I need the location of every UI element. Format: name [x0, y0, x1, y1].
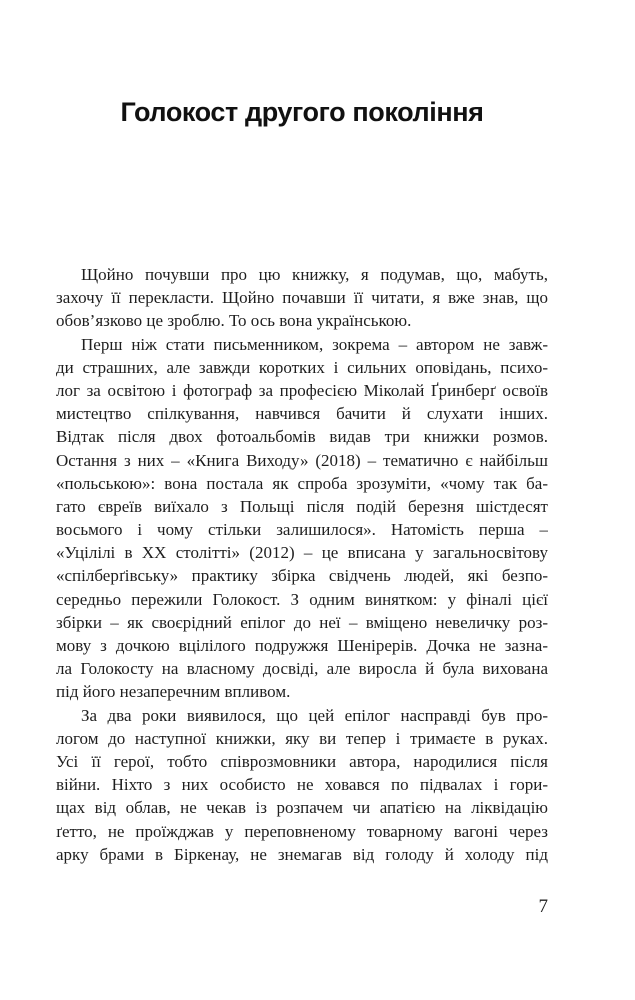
text-line: ла Голокосту на власному досвіді, але виросла й була вихована	[56, 659, 548, 679]
text-line: ґетто, не проїжджав у переповненому товарному вагоні через	[56, 821, 548, 841]
paragraph	[56, 333, 548, 704]
text-line: мову з дочкою вцілілого подружжя Шенірерів. Дочка не зазна-	[56, 636, 548, 655]
text-line: восьмого і чому стільки залишилося». Натомість перша –	[56, 520, 548, 540]
text-line: Остання з них – «Книга Виходу» (2018) – тематично є найбільш	[56, 450, 548, 470]
text-line: війни. Ніхто з них особисто не ховався по підвалах і гори-	[56, 775, 548, 795]
text-line: Усі її герої, тобто співрозмовники автора, народилися після	[56, 751, 548, 771]
text-line: щах від облав, не чекав із розпачем чи апатією на ліквідацію	[56, 798, 548, 818]
paragraph	[56, 263, 548, 333]
text-line: обов’язково це зроблю. То ось вона українською.	[56, 311, 412, 331]
text-line: арку брами в Біркенау, не знемагав від голоду й холоду під	[56, 844, 548, 864]
text-line: ди страшних, але завжди коротких і сильних оповідань, психо-	[56, 357, 548, 377]
text-line: «польською»: вона постала як спроба зрозуміти, «чому так ба-	[56, 473, 548, 493]
chapter-title: Голокост другого покоління	[120, 97, 484, 127]
text-line: Перш ніж стати письменником, зокрема – автором не завж-	[81, 334, 548, 354]
text-line: «спілберґівську» практику збірка свідчень людей, які безпо-	[56, 566, 548, 586]
paragraph	[56, 704, 548, 866]
text-line: Щойно почувши про цю книжку, я подумав, що, мабуть,	[81, 265, 548, 284]
text-line: лог за освітою і фотограф за професією Міколай Ґринберґ освоїв	[56, 380, 548, 400]
text-line: Відтак після двох фотоальбомів видав три книжки розмов.	[56, 427, 548, 447]
text-line: під його незаперечним впливом.	[56, 682, 291, 702]
text-line: захочу її перекласти. Щойно почавши її читати, я вже знав, що	[56, 288, 548, 308]
text-line: середньо пережили Голокост. З одним винятком: у фіналі цієї	[56, 589, 548, 609]
text-line: мистецтво спілкування, навчився бачити й слухати інших.	[56, 404, 548, 424]
text-block	[56, 263, 548, 866]
text-line: гато євреїв виїхало з Польщі після подій березня шістдесят	[56, 496, 548, 516]
text-line: «Уцілілі в XX столітті» (2012) – це вписана у загальносвітову	[56, 543, 548, 563]
text-line: За два роки виявилося, що цей епілог насправді був про-	[81, 705, 548, 725]
page-number: 7	[538, 896, 548, 917]
text-line: логом до наступної книжки, яку ви тепер і тримаєте в руках.	[56, 728, 548, 748]
text-line: збірки – як своєрідний епілог до неї – вміщено невеличку роз-	[56, 612, 548, 632]
